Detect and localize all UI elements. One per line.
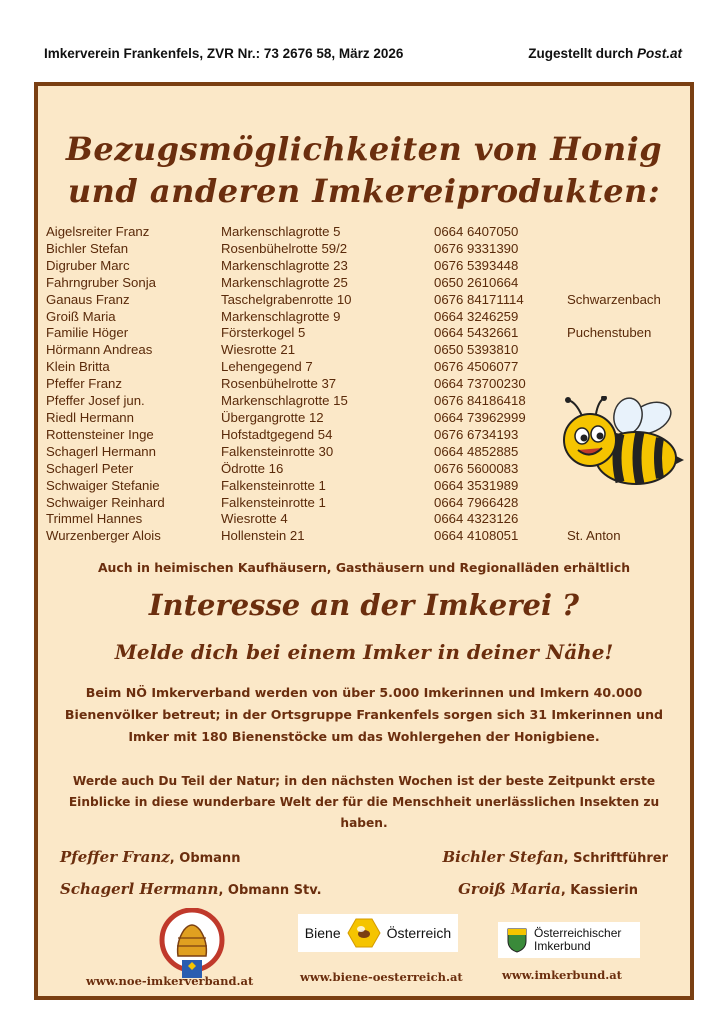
interest-title: Interesse an der Imkerei ?	[148, 588, 580, 622]
beekeeper-phone: 0676 84171114	[434, 291, 524, 307]
honeycomb-bee-icon	[347, 918, 381, 948]
beekeeper-phone: 0676 9331390	[434, 240, 519, 256]
document-header	[44, 46, 682, 61]
beehive-crest-icon	[158, 908, 226, 980]
beekeeper-name: Klein Britta	[46, 359, 110, 375]
beekeeper-row	[46, 511, 661, 528]
signature-treasurer: Groiß Maria, Kassierin	[458, 880, 638, 898]
beekeeper-row	[46, 528, 661, 545]
imkerbund-logo: Österreichischer Imkerbund	[498, 922, 640, 958]
beekeeper-row	[46, 241, 661, 258]
header-right: Zugestellt durch Post.at	[528, 46, 682, 61]
beekeeper-phone: 0664 4323126	[434, 511, 519, 527]
beekeeper-name: Ganaus Franz	[46, 291, 130, 307]
headline-line1: Bezugsmöglichkeiten von Honig	[65, 130, 663, 168]
flyer-frame	[34, 82, 694, 1000]
beekeeper-phone: 0676 5393448	[434, 257, 519, 273]
bee-icon	[558, 396, 684, 496]
signature-vice-chairman: Schagerl Hermann, Obmann Stv.	[60, 880, 322, 898]
url-biene-oesterreich[interactable]: www.biene-oesterreich.at	[300, 970, 463, 984]
beekeeper-phone: 0664 4852885	[434, 443, 519, 459]
beekeeper-address: Hofstadtgegend 54	[221, 426, 333, 442]
beekeeper-name: Groiß Maria	[46, 308, 116, 324]
beekeeper-row	[46, 495, 661, 512]
beekeeper-phone: 0676 6734193	[434, 426, 519, 442]
beekeeper-phone: 0676 84186418	[434, 393, 526, 409]
beekeeper-phone: 0664 7966428	[434, 494, 519, 510]
beekeeper-place	[567, 495, 661, 512]
beekeeper-address: Ödrotte 16	[221, 460, 284, 476]
beekeeper-name: Schwaiger Reinhard	[46, 494, 165, 510]
beekeeper-row	[46, 325, 661, 342]
signature-chairman: Pfeffer Franz, Obmann	[60, 848, 241, 866]
beekeeper-place	[567, 241, 661, 258]
biene-oesterreich-logo: Biene Österreich	[298, 914, 458, 952]
beekeeper-name: Pfeffer Josef jun.	[46, 393, 145, 409]
signature-secretary: Bichler Stefan, Schriftführer	[442, 848, 668, 866]
beekeeper-phone: 0664 6407050	[434, 224, 519, 239]
beekeeper-address: Wiesrotte 21	[221, 342, 296, 358]
beekeeper-row	[46, 224, 661, 241]
url-imkerbund[interactable]: www.imkerbund.at	[502, 968, 622, 982]
beekeeper-place: Puchenstuben	[567, 325, 652, 341]
beekeeper-name: Schwaiger Stefanie	[46, 477, 160, 493]
beekeeper-name: Riedl Hermann	[46, 409, 134, 425]
beekeeper-address: Markenschlagrotte 15	[221, 393, 348, 409]
beekeeper-row	[46, 359, 661, 376]
beekeeper-place	[567, 275, 661, 292]
beekeeper-address: Markenschlagrotte 25	[221, 274, 348, 290]
beekeeper-address: Rosenbühelrotte 37	[221, 376, 337, 392]
beekeeper-phone: 0664 3531989	[434, 477, 519, 493]
beekeeper-name: Schagerl Hermann	[46, 443, 156, 459]
beekeeper-row	[46, 309, 661, 326]
beekeeper-address: Markenschlagrotte 9	[221, 308, 341, 324]
beekeeper-name: Bichler Stefan	[46, 240, 129, 256]
beekeeper-address: Falkensteinrotte 1	[221, 494, 326, 510]
beekeeper-phone: 0664 5432661	[434, 325, 519, 341]
beekeeper-place	[567, 224, 661, 241]
beekeeper-phone: 0676 5600083	[434, 460, 519, 476]
beekeeper-name: Schagerl Peter	[46, 460, 134, 476]
beekeeper-name: Wurzenberger Alois	[46, 528, 161, 544]
beekeeper-address: Markenschlagrotte 23	[221, 257, 348, 273]
beekeeper-place	[567, 511, 661, 528]
headline-line2: und anderen Imkereiprodukten:	[67, 172, 661, 210]
beekeeper-name: Rottensteiner Inge	[46, 426, 154, 442]
header-left: Imkerverein Frankenfels, ZVR Nr.: 73 2676 58, März 2026	[44, 46, 404, 61]
beekeeper-address: Markenschlagrotte 5	[221, 224, 341, 239]
beekeeper-row	[46, 376, 661, 393]
beekeeper-place	[567, 342, 661, 359]
beekeeper-name: Digruber Marc	[46, 257, 130, 273]
beekeeper-address: Taschelgrabenrotte 10	[221, 291, 352, 307]
beekeeper-address: Försterkogel 5	[221, 325, 306, 341]
beekeeper-place: Schwarzenbach	[567, 291, 661, 307]
beekeeper-name: Hörmann Andreas	[46, 342, 153, 358]
beekeeper-address: Wiesrotte 4	[221, 511, 288, 527]
beekeeper-name: Fahrngruber Sonja	[46, 274, 156, 290]
beekeeper-address: Lehengegend 7	[221, 359, 313, 375]
beekeeper-address: Übergangrotte 12	[221, 409, 324, 425]
beekeeper-phone: 0676 4506077	[434, 359, 519, 375]
paragraph-statistics: Beim NÖ Imkerverband werden von über 5.000 Imkerinnen und Imkern 40.000 Bienenvölker betreut; in der Ortsgruppe Frankenfels sorgen sich 31 Imkerinnen und Imker mit 180 Bienenstöcke um das Wohlergehen der Honigbiene.	[64, 685, 664, 744]
beekeeper-name: Trimmel Hannes	[46, 511, 143, 527]
beekeeper-phone: 0664 73962999	[434, 409, 526, 425]
interest-subtitle: Melde dich bei einem Imker in deiner Nähe!	[114, 640, 614, 664]
beekeeper-row	[46, 342, 661, 359]
shield-icon	[506, 927, 528, 953]
beekeeper-place	[567, 359, 661, 376]
beekeeper-name: Familie Höger	[46, 325, 129, 341]
beekeeper-address: Falkensteinrotte 1	[221, 477, 326, 493]
beekeeper-place	[567, 258, 661, 275]
beekeeper-row	[46, 258, 661, 275]
beekeeper-phone: 0664 4108051	[434, 528, 519, 544]
post-brand: Post.at	[636, 46, 682, 61]
beekeeper-name: Aigelsreiter Franz	[46, 224, 150, 239]
beekeeper-address: Falkensteinrotte 30	[221, 443, 334, 459]
beekeeper-phone: 0650 5393810	[434, 342, 519, 358]
beekeeper-address: Hollenstein 21	[221, 528, 305, 544]
url-noe-imkerverband[interactable]: www.noe-imkerverband.at	[86, 974, 254, 988]
beekeeper-place: St. Anton	[567, 528, 621, 544]
beekeeper-place	[567, 376, 661, 393]
beekeeper-address: Rosenbühelrotte 59/2	[221, 240, 348, 256]
beekeeper-phone: 0664 3246259	[434, 308, 519, 324]
beekeeper-phone: 0650 2610664	[434, 274, 519, 290]
beekeeper-name: Pfeffer Franz	[46, 376, 122, 392]
noe-imkerverband-logo	[158, 908, 226, 980]
beekeeper-row	[46, 292, 661, 309]
beekeeper-phone: 0664 73700230	[434, 376, 526, 392]
availability-note: Auch in heimischen Kaufhäusern, Gasthäusern und Regionalläden erhältlich	[97, 560, 631, 575]
beekeeper-place	[567, 309, 661, 326]
beekeeper-table	[46, 224, 661, 545]
beekeeper-row	[46, 275, 661, 292]
paragraph-invitation: Werde auch Du Teil der Natur; in den nächsten Wochen ist der beste Zeitpunkt erste Einblicke in diese wunderbare Welt der für die Menschheit unerlässlichen Insekten zu haben.	[68, 774, 660, 830]
